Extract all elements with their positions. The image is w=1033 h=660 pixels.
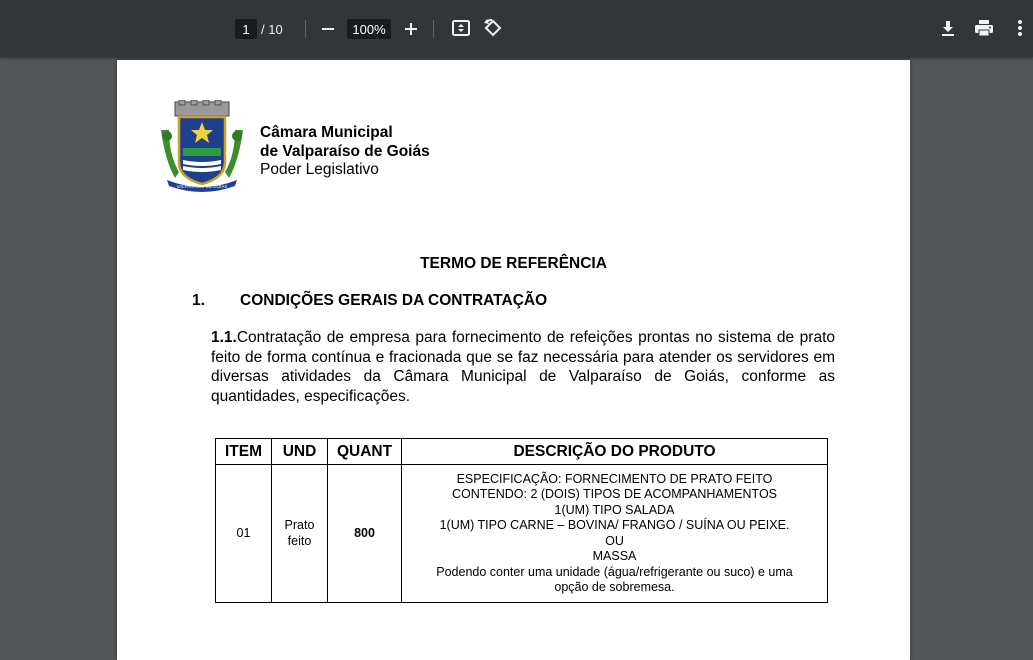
page-number-input[interactable]: 1 bbox=[235, 19, 257, 39]
pdf-page bbox=[117, 60, 910, 660]
fit-page-icon bbox=[451, 18, 471, 38]
col-header-item: ITEM bbox=[216, 439, 272, 465]
description-line: Podendo conter uma unidade (água/refrigerante ou suco) e uma opção de sobremesa. bbox=[436, 564, 793, 594]
page-total-label: / 10 bbox=[261, 21, 283, 37]
document-title: TERMO DE REFERÊNCIA bbox=[420, 255, 607, 272]
zoom-level-input[interactable]: 100% bbox=[347, 19, 391, 39]
table-header-row bbox=[216, 439, 828, 465]
clause-text: Contratação de empresa para fornecimento de refeições prontas no sistema de prato feito de forma contínua e fracionada que se faz necessária para atender os servidores em diversas atividades da Câmara Municipal de Valparaíso de Goiás, conforme as quantidades, especificações. bbox=[211, 329, 835, 405]
download-button[interactable] bbox=[936, 16, 960, 40]
col-header-und: UND bbox=[272, 439, 328, 465]
section-title: CONDIÇÕES GERAIS DA CONTRATAÇÃO bbox=[240, 292, 548, 309]
description-line: 1(UM) TIPO SALADA bbox=[554, 502, 675, 517]
zoom-out-button[interactable] bbox=[317, 17, 339, 41]
more-vert-icon bbox=[1017, 19, 1023, 37]
table-row bbox=[216, 465, 828, 603]
zoom-in-button[interactable] bbox=[400, 17, 422, 41]
section-number: 1. bbox=[192, 292, 205, 309]
rotate-button[interactable] bbox=[481, 16, 505, 40]
cell-und: Prato feito bbox=[272, 465, 328, 603]
description-line: 1(UM) TIPO CARNE – BOVINA/ FRANGO / SUÍNA OU PEIXE. bbox=[439, 518, 790, 532]
clause-number: 1.1. bbox=[211, 329, 237, 346]
description-line: CONTENDO: 2 (DOIS) TIPOS DE ACOMPANHAMENTOS bbox=[451, 487, 778, 501]
cell-item: 01 bbox=[216, 465, 272, 603]
toolbar-divider bbox=[305, 20, 306, 38]
col-header-description: DESCRIÇÃO DO PRODUTO bbox=[402, 439, 828, 465]
description-line: OU bbox=[605, 533, 624, 548]
cell-description bbox=[402, 465, 828, 603]
col-header-quant: QUANT bbox=[328, 439, 402, 465]
org-name-line1: Câmara Municipal bbox=[260, 124, 393, 141]
description-line: MASSA bbox=[592, 549, 637, 563]
cell-quant: 800 bbox=[328, 465, 402, 603]
product-table bbox=[215, 438, 828, 603]
minus-icon bbox=[321, 22, 335, 36]
org-subtitle: Poder Legislativo bbox=[260, 161, 379, 178]
plus-icon bbox=[404, 22, 418, 36]
org-name-line2: de Valparaíso de Goiás bbox=[260, 142, 430, 160]
organization-header bbox=[260, 124, 430, 180]
description-line: ESPECIFICAÇÃO: FORNECIMENTO DE PRATO FEITO bbox=[456, 471, 773, 486]
toolbar-divider bbox=[433, 20, 434, 38]
municipal-crest-logo bbox=[161, 100, 243, 192]
download-icon bbox=[939, 19, 957, 37]
more-actions-button[interactable] bbox=[1010, 16, 1030, 40]
print-button[interactable] bbox=[972, 16, 996, 40]
rotate-icon bbox=[483, 18, 503, 38]
crest-banner-text: VALPARAÍSO DE GOIÁS bbox=[176, 184, 228, 189]
fit-page-button[interactable] bbox=[449, 16, 473, 40]
print-icon bbox=[974, 19, 994, 37]
pdf-toolbar bbox=[0, 0, 1033, 57]
clause-paragraph bbox=[211, 328, 835, 406]
